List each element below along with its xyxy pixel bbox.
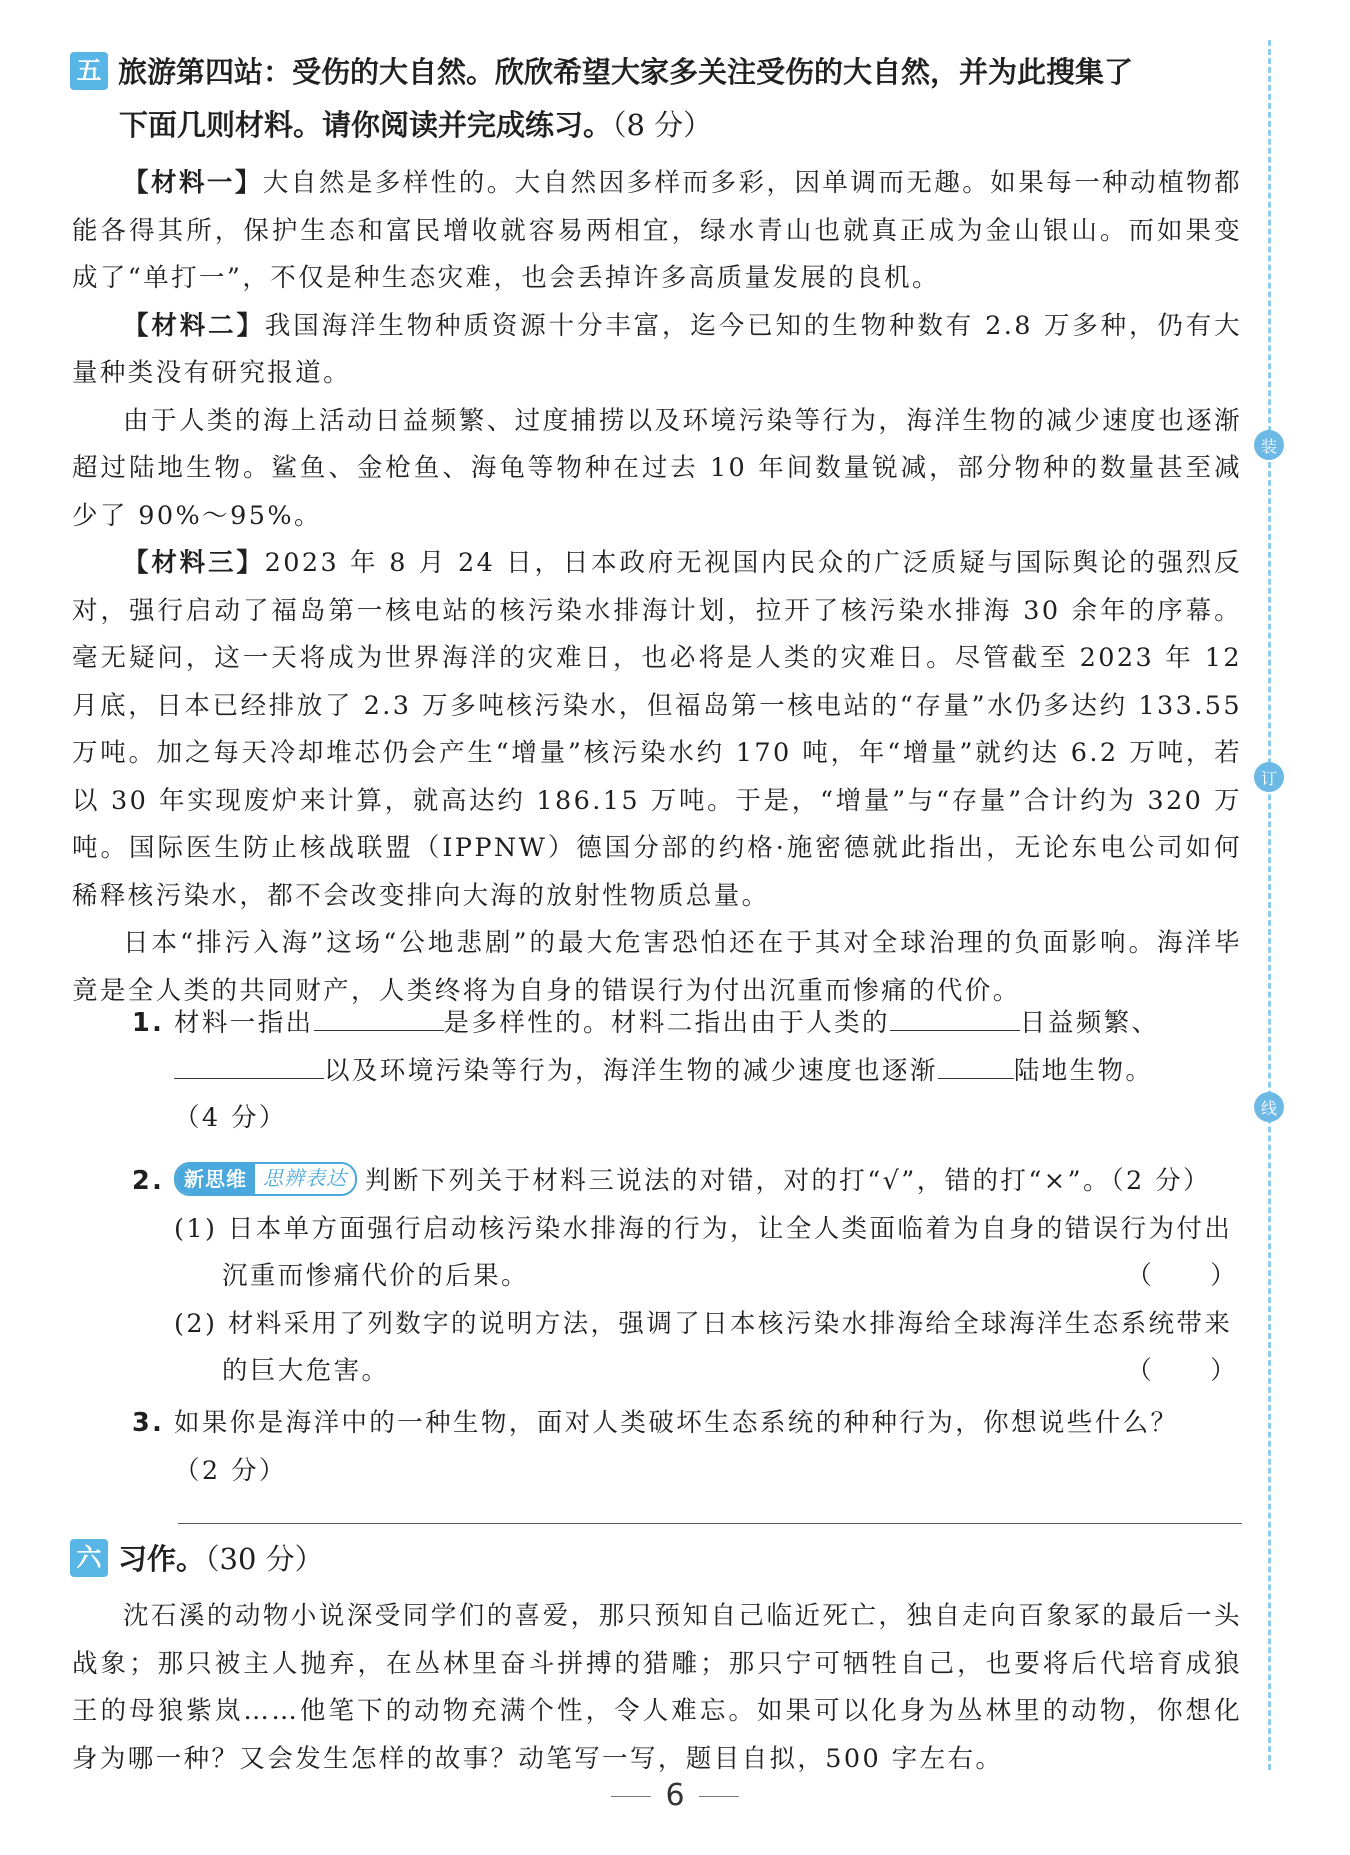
binding-mark-ding: 订 xyxy=(1254,762,1284,792)
tag-critical-expression: 思辨表达 xyxy=(263,1166,347,1191)
section6-heading xyxy=(70,1533,324,1586)
question-2-number: 2. xyxy=(132,1166,165,1196)
section5-title-line1: 旅游第四站：受伤的大自然。欣欣希望大家多关注受伤的大自然，并为此搜集了 xyxy=(118,55,1134,89)
q3-answer-line[interactable] xyxy=(178,1523,1242,1524)
material2-label: 【材料二】 xyxy=(123,310,265,341)
question-3 xyxy=(132,1400,1242,1495)
q1-blank-4[interactable] xyxy=(938,1048,1014,1079)
q1-blank-3[interactable] xyxy=(174,1048,324,1079)
q2-item-1 xyxy=(174,1206,1242,1301)
q2-text: 判断下列关于材料三说法的对错，对的打“√”，错的打“×”。 xyxy=(365,1166,1111,1196)
q1-text-c: 日益频繁、 xyxy=(1019,1008,1160,1038)
binding-cut-line xyxy=(1268,40,1271,1770)
q1-blank-2[interactable] xyxy=(890,1000,1020,1031)
section6-text: 沈石溪的动物小说深受同学们的喜爱，那只预知自己临近死亡，独自走向百象冢的最后一头战象；那只被主人抛弃，在丛林里奋斗拼搏的猎雕；那只宁可牺牲自己，也要将后代培育成狼王的母狼紫岚……他笔下的动物充满个性，令人难忘。如果可以化身为丛林里的动物，你想化身为哪一种？又会发生怎样的故事？动笔写一写，题目自拟，500 字左右。 xyxy=(72,1601,1242,1774)
material1-paragraph xyxy=(72,160,1242,303)
page-number-value: 6 xyxy=(665,1778,685,1813)
section5-title-line2: 下面几则材料。请你阅读并完成练习。 xyxy=(119,108,613,142)
binding-mark-xian: 线 xyxy=(1254,1092,1284,1122)
q1-blank-1[interactable] xyxy=(314,1000,444,1031)
material3-text: 2023 年 8 月 24 日，日本政府无视国内民众的广泛质疑与国际舆论的强烈反对，强行启动了福岛第一核电站的核污染水排海计划，拉开了核污染水排海 30 余年的序幕。毫无疑问，这一天将成为世界海洋的灾难日，也必将是人类的灾难日。尽管截至 2023 年 12 月底，日本已经排放了 2.3 万多吨核污染水，但福岛第一核电站的“存量”水仍多达约 133.55 万吨。加之每天冷却堆芯仍会产生“增量”核污染水约 170 吨，年“增量”就约达 6.2 万吨，若以 30 年实现废炉来计算，就高达约 186.15 万吨。于是，“增量”与“存量”合计约为 320 万吨。国际医生防止核战联盟（IPPNW）德国分部的约格·施密德就此指出，无论东电公司如何稀释核污染水，都不会改变排向大海的放射性物质总量。 xyxy=(72,548,1242,911)
section6-score: （30 分） xyxy=(205,1542,324,1576)
section5-heading xyxy=(70,46,1133,152)
section5-badge: 五 xyxy=(70,52,108,90)
q2-item-2-text: (2) 材料采用了列数字的说明方法，强调了日本核污染水排海给全球海洋生态系统带来的巨大危害。 xyxy=(174,1308,1233,1386)
question-1 xyxy=(132,1000,1242,1143)
tag-new-thinking: 新思维 xyxy=(176,1164,255,1194)
question-2 xyxy=(132,1158,1242,1396)
q3-score: （2 分） xyxy=(174,1455,287,1486)
material1-text: 大自然是多样性的。大自然因多样而多彩，因单调而无趣。如果每一种动植物都能各得其所，保护生态和富民增收就容易两相宜，绿水青山也就真正成为金山银山。而如果变成了“单打一”，不仅是种生态灾难，也会丢掉许多高质量发展的良机。 xyxy=(72,168,1242,293)
q2-item-1-answer[interactable]: （ ） xyxy=(1126,1261,1238,1291)
question-3-number: 3. xyxy=(132,1408,165,1438)
binding-mark-zhuang: 装 xyxy=(1254,430,1284,460)
section6-title: 习作。 xyxy=(118,1542,206,1576)
q3-text: 如果你是海洋中的一种生物，面对人类破坏生态系统的种种行为，你想说些什么？ xyxy=(174,1408,1179,1438)
new-thinking-tag xyxy=(174,1162,357,1196)
material3-label: 【材料三】 xyxy=(123,548,265,578)
composition-prompt xyxy=(72,1593,1242,1783)
q1-text-a: 材料一指出 xyxy=(174,1008,314,1038)
q1-score: （4 分） xyxy=(174,1103,287,1133)
question-1-number: 1. xyxy=(132,1008,165,1038)
q2-item-1-text: (1) 日本单方面强行启动核污染水排海的行为，让全人类面临着为自身的错误行为付出沉重而惨痛代价的后果。 xyxy=(174,1213,1233,1291)
section5-score: （8 分） xyxy=(612,108,713,142)
materials-block xyxy=(72,160,1242,1015)
material3-paragraph2: 日本“排污入海”这场“公地悲剧”的最大危害恐怕还在于其对全球治理的负面影响。海洋毕竟是全人类的共同财产，人类终将为自身的错误行为付出沉重而惨痛的代价。 xyxy=(72,928,1242,1006)
material2-text: 我国海洋生物种质资源十分丰富，迄今已知的生物种数有 2.8 万多种，仍有大量种类没有研究报道。 xyxy=(72,310,1242,388)
q1-text-e: 陆地生物。 xyxy=(1013,1055,1154,1086)
q1-text-d: 以及环境污染等行为，海洋生物的减少速度也逐渐 xyxy=(324,1055,938,1086)
material1-label: 【材料一】 xyxy=(123,168,263,198)
q1-text-b: 是多样性的。材料二指出由于人类的 xyxy=(443,1008,890,1038)
material2-paragraph xyxy=(72,303,1242,398)
q2-item-2 xyxy=(174,1301,1242,1396)
q2-score: （2 分） xyxy=(1110,1166,1211,1196)
material2-paragraph2: 由于人类的海上活动日益频繁、过度捕捞以及环境污染等行为，海洋生物的减少速度也逐渐超过陆地生物。鲨鱼、金枪鱼、海龟等物种在过去 10 年间数量锐减，部分物种的数量甚至减少了 90%～95%。 xyxy=(72,405,1242,531)
section6-badge: 六 xyxy=(70,1539,108,1577)
material3-paragraph xyxy=(72,540,1242,920)
q2-item-2-answer[interactable]: （ ） xyxy=(1126,1356,1238,1386)
page-number xyxy=(0,1778,1350,1813)
